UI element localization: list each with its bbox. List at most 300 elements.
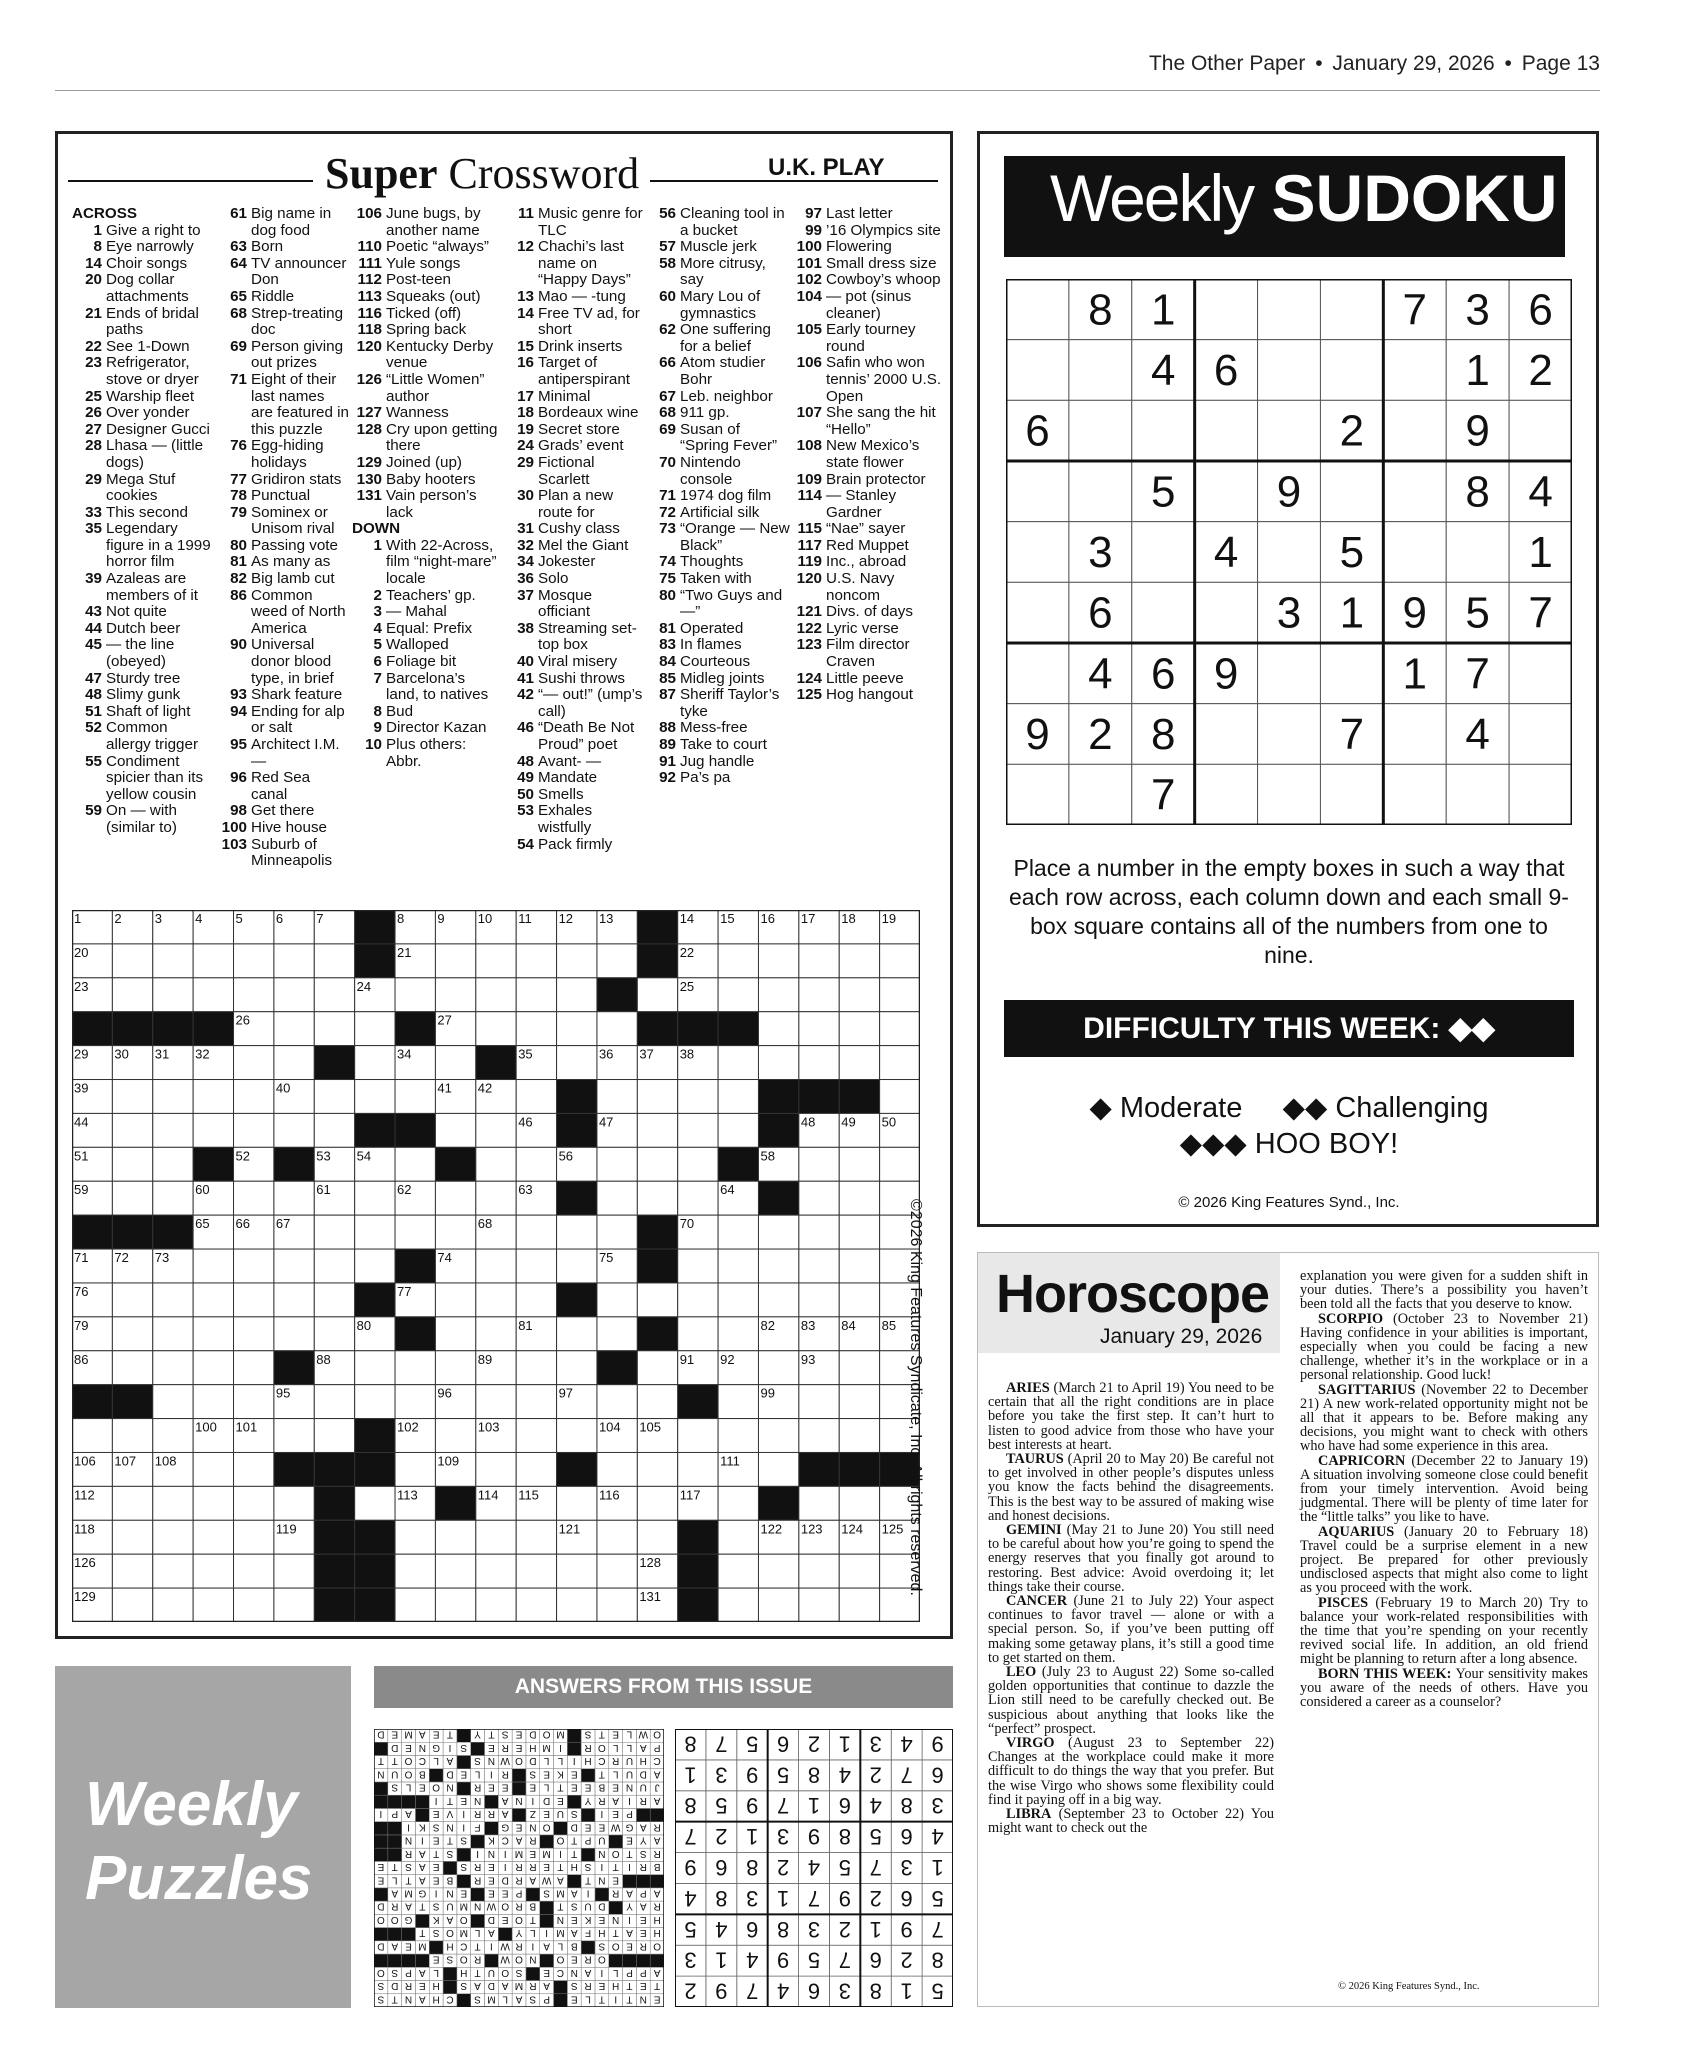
crossword-cell[interactable] [476,1113,516,1147]
crossword-cell[interactable] [193,1080,233,1114]
crossword-cell[interactable] [435,1520,475,1554]
crossword-cell[interactable] [112,1520,152,1554]
crossword-cell[interactable] [637,1283,677,1317]
crossword-cell[interactable] [597,1283,637,1317]
crossword-cell[interactable] [758,1554,798,1588]
crossword-cell[interactable] [274,1283,314,1317]
crossword-cell[interactable] [193,1385,233,1419]
crossword-cell[interactable] [557,1419,597,1453]
crossword-cell[interactable] [799,1147,839,1181]
sudoku-cell[interactable] [1383,764,1446,825]
crossword-grid[interactable] [72,910,920,1622]
crossword-cell[interactable] [193,1588,233,1622]
crossword-cell[interactable] [678,1452,718,1486]
crossword-cell[interactable] [234,1249,274,1283]
crossword-cell[interactable] [355,1385,395,1419]
crossword-cell[interactable] [395,1588,435,1622]
crossword-cell[interactable] [718,978,758,1012]
sudoku-cell[interactable] [1195,704,1258,765]
crossword-cell[interactable] [435,1181,475,1215]
crossword-cell[interactable] [718,944,758,978]
crossword-cell[interactable] [718,1554,758,1588]
crossword-cell[interactable] [395,1215,435,1249]
crossword-cell[interactable] [758,1046,798,1080]
sudoku-cell[interactable] [1195,279,1258,340]
sudoku-cell[interactable] [1195,582,1258,643]
crossword-cell[interactable] [355,1486,395,1520]
crossword-cell[interactable] [637,1351,677,1385]
answer-letter: A [557,1874,564,1886]
crossword-cell[interactable] [516,1419,556,1453]
crossword-cell[interactable] [153,1317,193,1351]
crossword-cell[interactable] [193,1249,233,1283]
crossword-cell[interactable] [193,1113,233,1147]
crossword-cell[interactable] [880,1046,920,1080]
crossword-cell[interactable] [557,1486,597,1520]
crossword-cell[interactable] [799,1283,839,1317]
crossword-cell[interactable] [839,1385,879,1419]
sudoku-grid[interactable] [1006,279,1572,825]
crossword-cell[interactable] [153,1486,193,1520]
crossword-cell[interactable] [718,1283,758,1317]
crossword-cell[interactable] [476,1317,516,1351]
crossword-cell[interactable] [597,944,637,978]
sudoku-cell[interactable] [1006,582,1069,643]
crossword-cell[interactable] [435,1351,475,1385]
crossword-cell[interactable] [234,1181,274,1215]
crossword-cell[interactable] [758,1215,798,1249]
sudoku-cell[interactable] [1006,522,1069,583]
sudoku-cell[interactable] [1258,400,1321,461]
crossword-cell[interactable] [516,1554,556,1588]
crossword-cell[interactable] [476,1554,516,1588]
crossword-cell[interactable] [435,1419,475,1453]
crossword-cell[interactable] [880,1147,920,1181]
crossword-cell[interactable] [274,1113,314,1147]
crossword-cell[interactable] [597,1215,637,1249]
crossword-cell[interactable] [758,1419,798,1453]
crossword-cell[interactable] [637,1385,677,1419]
crossword-cell[interactable] [153,1385,193,1419]
crossword-cell[interactable] [637,1486,677,1520]
crossword-cell[interactable] [314,1419,354,1453]
crossword-cell[interactable] [395,1452,435,1486]
crossword-cell[interactable] [799,1419,839,1453]
crossword-cell[interactable] [355,1181,395,1215]
crossword-cell[interactable] [314,1215,354,1249]
crossword-cell[interactable] [799,1249,839,1283]
crossword-cell[interactable] [153,1351,193,1385]
crossword-cell[interactable] [395,1147,435,1181]
crossword-cell[interactable] [476,944,516,978]
sudoku-cell[interactable] [1195,461,1258,522]
sudoku-cell[interactable] [1006,461,1069,522]
crossword-cell[interactable] [880,978,920,1012]
crossword-cell[interactable] [395,978,435,1012]
sudoku-cell[interactable] [1383,340,1446,401]
answer-letter: A [653,1794,661,1806]
crossword-cell[interactable] [435,978,475,1012]
crossword-cell[interactable] [234,1046,274,1080]
crossword-cell[interactable] [476,1181,516,1215]
crossword-cell[interactable] [758,1012,798,1046]
crossword-cell[interactable] [718,1588,758,1622]
sudoku-cell[interactable] [1320,764,1383,825]
crossword-cell[interactable] [476,1385,516,1419]
crossword-cell[interactable] [314,1283,354,1317]
sudoku-cell[interactable] [1320,340,1383,401]
crossword-cell[interactable] [758,1588,798,1622]
sudoku-cell[interactable] [1509,704,1572,765]
crossword-cell[interactable] [234,978,274,1012]
crossword-cell[interactable] [234,1486,274,1520]
crossword-cell[interactable] [516,1283,556,1317]
sudoku-cell[interactable] [1006,764,1069,825]
crossword-cell[interactable] [112,1080,152,1114]
sudoku-cell[interactable] [1320,643,1383,704]
crossword-cell[interactable] [476,1452,516,1486]
crossword-cell[interactable] [597,1080,637,1114]
sudoku-cell[interactable] [1446,764,1509,825]
crossword-cell[interactable] [839,1351,879,1385]
crossword-cell[interactable] [395,1351,435,1385]
crossword-cell[interactable] [516,1147,556,1181]
crossword-cell[interactable] [153,1283,193,1317]
crossword-cell[interactable] [395,1385,435,1419]
sudoku-cell[interactable] [1509,643,1572,704]
crossword-cell[interactable] [395,1080,435,1114]
crossword-cell[interactable] [193,1554,233,1588]
crossword-cell[interactable] [234,944,274,978]
crossword-cell[interactable] [153,1554,193,1588]
crossword-cell[interactable] [153,1080,193,1114]
crossword-cell[interactable] [355,1080,395,1114]
crossword-cell[interactable] [153,1588,193,1622]
crossword-cell[interactable] [193,978,233,1012]
crossword-cell[interactable] [476,1283,516,1317]
crossword-cell[interactable] [112,1554,152,1588]
crossword-cell[interactable] [839,978,879,1012]
crossword-cell[interactable] [718,1215,758,1249]
crossword-cell[interactable] [234,1351,274,1385]
crossword-cell[interactable] [799,1385,839,1419]
crossword-cell[interactable] [234,1588,274,1622]
crossword-cell[interactable] [516,1351,556,1385]
crossword-cell[interactable] [193,1283,233,1317]
crossword-cell[interactable] [637,1147,677,1181]
crossword-cell[interactable] [557,1046,597,1080]
crossword-cell[interactable] [435,1554,475,1588]
crossword-cell[interactable] [718,1080,758,1114]
crossword-cell[interactable] [435,1283,475,1317]
crossword-cell[interactable] [557,1554,597,1588]
crossword-cell[interactable] [355,1249,395,1283]
crossword-cell[interactable] [112,1181,152,1215]
crossword-cell[interactable] [758,944,798,978]
sudoku-cell[interactable] [1006,643,1069,704]
sudoku-cell[interactable] [1006,340,1069,401]
crossword-cell[interactable] [153,1419,193,1453]
crossword-cell[interactable] [435,1588,475,1622]
crossword-cell[interactable] [314,1012,354,1046]
sudoku-cell[interactable] [1069,764,1132,825]
crossword-cell[interactable] [799,1486,839,1520]
crossword-cell[interactable] [395,1554,435,1588]
crossword-cell[interactable] [597,1385,637,1419]
sudoku-cell[interactable] [1383,704,1446,765]
sudoku-cell[interactable] [1132,522,1195,583]
sudoku-cell[interactable] [1383,400,1446,461]
crossword-cell[interactable] [274,978,314,1012]
crossword-cell[interactable] [435,1317,475,1351]
crossword-cell[interactable] [112,1588,152,1622]
crossword-cell[interactable] [758,1351,798,1385]
crossword-cell[interactable] [799,944,839,978]
sudoku-cell[interactable] [1069,461,1132,522]
crossword-cell[interactable] [516,1080,556,1114]
crossword-cell[interactable] [435,1113,475,1147]
crossword-cell[interactable] [153,1147,193,1181]
crossword-cell[interactable] [516,1249,556,1283]
crossword-cell[interactable] [678,1249,718,1283]
crossword-cell[interactable] [435,1046,475,1080]
crossword-cell[interactable] [678,1113,718,1147]
crossword-cell[interactable] [799,1215,839,1249]
crossword-cell[interactable] [112,1317,152,1351]
crossword-cell[interactable] [476,1147,516,1181]
crossword-cell[interactable] [597,1554,637,1588]
sudoku-cell[interactable] [1195,764,1258,825]
crossword-cell[interactable] [839,944,879,978]
sudoku-cell[interactable] [1320,279,1383,340]
crossword-cell[interactable] [355,1012,395,1046]
crossword-cell[interactable] [314,1113,354,1147]
crossword-cell[interactable] [153,944,193,978]
crossword-cell[interactable] [314,1249,354,1283]
crossword-cell[interactable] [516,1520,556,1554]
crossword-cell[interactable] [193,1486,233,1520]
crossword-cell[interactable] [516,978,556,1012]
crossword-cell[interactable] [476,1588,516,1622]
crossword-cell[interactable] [516,1215,556,1249]
crossword-cell[interactable] [597,1181,637,1215]
sudoku-cell[interactable] [1258,340,1321,401]
crossword-cell[interactable] [637,1181,677,1215]
crossword-cell[interactable] [839,1419,879,1453]
crossword-cell[interactable] [153,978,193,1012]
crossword-cell[interactable] [637,1080,677,1114]
crossword-cell[interactable] [839,1554,879,1588]
crossword-cell[interactable] [718,1385,758,1419]
crossword-cell[interactable] [153,1181,193,1215]
sudoku-cell[interactable] [1258,643,1321,704]
crossword-cell[interactable] [274,1181,314,1215]
crossword-cell[interactable] [718,1317,758,1351]
crossword-cell[interactable] [435,1215,475,1249]
crossword-cell[interactable] [597,1317,637,1351]
crossword-cell[interactable] [476,1012,516,1046]
crossword-cell[interactable] [234,1554,274,1588]
crossword-cell[interactable] [557,1249,597,1283]
crossword-cell[interactable] [314,1317,354,1351]
crossword-cell[interactable] [435,944,475,978]
crossword-cell[interactable] [355,1351,395,1385]
crossword-cell[interactable] [839,1046,879,1080]
sudoku-cell[interactable] [1069,400,1132,461]
crossword-cell[interactable] [839,1012,879,1046]
crossword-cell[interactable] [112,978,152,1012]
crossword-cell[interactable] [234,1283,274,1317]
crossword-cell[interactable] [234,1520,274,1554]
crossword-cell[interactable] [234,1080,274,1114]
crossword-cell[interactable] [476,978,516,1012]
crossword-cell[interactable] [314,1080,354,1114]
sudoku-cell[interactable] [1383,522,1446,583]
crossword-cell[interactable] [597,1588,637,1622]
sudoku-cell[interactable] [1132,400,1195,461]
crossword-cell[interactable] [839,1283,879,1317]
crossword-cell[interactable] [314,1385,354,1419]
crossword-cell[interactable] [799,978,839,1012]
crossword-cell[interactable] [597,1520,637,1554]
sudoku-cell[interactable] [1258,764,1321,825]
crossword-cell[interactable] [557,1588,597,1622]
crossword-cell[interactable] [274,1046,314,1080]
crossword-cell[interactable] [193,1452,233,1486]
crossword-cell[interactable] [799,1012,839,1046]
crossword-cell[interactable] [637,978,677,1012]
crossword-cell[interactable] [637,1452,677,1486]
sudoku-cell[interactable] [1258,279,1321,340]
crossword-cell[interactable] [112,944,152,978]
crossword-cell[interactable] [597,1012,637,1046]
crossword-cell[interactable] [355,1215,395,1249]
crossword-cell[interactable] [112,1147,152,1181]
crossword-cell[interactable] [355,1046,395,1080]
crossword-cell[interactable] [274,1588,314,1622]
crossword-cell[interactable] [557,978,597,1012]
sudoku-cell[interactable] [1006,279,1069,340]
crossword-cell[interactable] [597,1452,637,1486]
sudoku-cell[interactable] [1258,522,1321,583]
sudoku-cell[interactable] [1195,400,1258,461]
sudoku-cell[interactable] [1132,582,1195,643]
crossword-cell[interactable] [597,1147,637,1181]
crossword-cell[interactable] [839,1486,879,1520]
crossword-cell[interactable] [72,1419,112,1453]
crossword-cell[interactable] [678,1317,718,1351]
crossword-cell[interactable] [274,1419,314,1453]
crossword-cell[interactable] [880,1080,920,1114]
crossword-cell[interactable] [718,1113,758,1147]
crossword-cell[interactable] [758,1283,798,1317]
crossword-cell[interactable] [557,944,597,978]
crossword-cell[interactable] [557,1012,597,1046]
crossword-cell[interactable] [193,1317,233,1351]
crossword-cell[interactable] [839,1215,879,1249]
crossword-cell[interactable] [718,1486,758,1520]
crossword-cell[interactable] [274,1317,314,1351]
crossword-cell[interactable] [193,1351,233,1385]
crossword-cell[interactable] [758,1452,798,1486]
crossword-cell[interactable] [476,1520,516,1554]
sudoku-cell[interactable] [1509,400,1572,461]
sudoku-cell[interactable] [1446,522,1509,583]
crossword-cell[interactable] [678,1283,718,1317]
crossword-cell[interactable] [678,1419,718,1453]
crossword-cell[interactable] [234,1385,274,1419]
crossword-cell[interactable] [516,944,556,978]
sudoku-cell[interactable] [1509,764,1572,825]
crossword-cell[interactable] [153,1113,193,1147]
crossword-cell[interactable] [718,1419,758,1453]
crossword-cell[interactable] [839,1181,879,1215]
crossword-cell[interactable] [637,1520,677,1554]
crossword-cell[interactable] [516,1385,556,1419]
crossword-cell[interactable] [758,1249,798,1283]
crossword-cell[interactable] [153,1520,193,1554]
crossword-cell[interactable] [314,944,354,978]
crossword-cell[interactable] [799,1554,839,1588]
crossword-cell[interactable] [112,1419,152,1453]
crossword-cell[interactable] [476,1249,516,1283]
crossword-cell[interactable] [718,1046,758,1080]
crossword-cell[interactable] [516,1012,556,1046]
crossword-cell[interactable] [557,1215,597,1249]
crossword-cell[interactable] [112,1113,152,1147]
crossword-cell[interactable] [637,1113,677,1147]
crossword-cell[interactable] [718,1249,758,1283]
crossword-cell[interactable] [112,1351,152,1385]
crossword-cell[interactable] [839,1588,879,1622]
crossword-cell[interactable] [274,944,314,978]
sudoku-cell[interactable] [1069,340,1132,401]
crossword-cell[interactable] [839,1249,879,1283]
crossword-cell[interactable] [799,1588,839,1622]
crossword-cell[interactable] [395,1520,435,1554]
crossword-cell[interactable] [193,944,233,978]
sudoku-cell[interactable] [1258,704,1321,765]
crossword-cell[interactable] [880,944,920,978]
crossword-cell[interactable] [274,1249,314,1283]
crossword-cell[interactable] [758,978,798,1012]
crossword-cell[interactable] [718,1520,758,1554]
crossword-cell[interactable] [314,978,354,1012]
crossword-cell[interactable] [799,1046,839,1080]
crossword-cell[interactable] [799,1181,839,1215]
crossword-cell[interactable] [234,1113,274,1147]
crossword-cell[interactable] [234,1317,274,1351]
sudoku-cell[interactable] [1320,461,1383,522]
crossword-cell[interactable] [516,1588,556,1622]
crossword-cell[interactable] [112,1283,152,1317]
crossword-cell[interactable] [839,1147,879,1181]
crossword-cell[interactable] [678,1181,718,1215]
crossword-cell[interactable] [516,1452,556,1486]
crossword-cell[interactable] [193,1520,233,1554]
crossword-cell[interactable] [678,1080,718,1114]
crossword-cell[interactable] [880,1012,920,1046]
crossword-cell[interactable] [112,1486,152,1520]
sudoku-cell[interactable] [1383,461,1446,522]
crossword-cell[interactable] [557,1351,597,1385]
crossword-cell[interactable] [274,1012,314,1046]
crossword-cell[interactable] [234,1452,274,1486]
crossword-cell[interactable] [274,1554,314,1588]
crossword-cell[interactable] [678,1147,718,1181]
crossword-cell[interactable] [274,1486,314,1520]
crossword-cell[interactable] [557,1317,597,1351]
